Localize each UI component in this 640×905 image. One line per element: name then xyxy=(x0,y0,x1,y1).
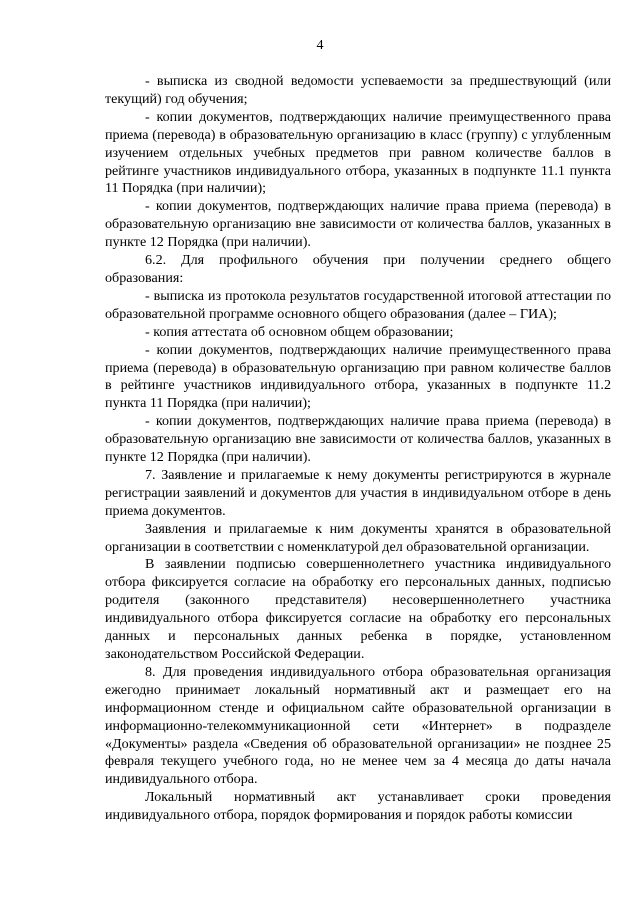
paragraph-personal-data-consent: В заявлении подписью совершеннолетнего участника индивидуального отбора фиксируется согласие на обработку его персональных данных, подписью родителя (законного представителя) несовершеннолетнего участника индивидуального отбора фиксируется согласие на обработку его персональных данных и персональных данных ребенка в порядке, установленном законодательством Российской Федерации. xyxy=(105,556,611,662)
paragraph-document-storage: Заявления и прилагаемые к ним документы хранятся в образовательной организации в соответствии с номенклатурой дел образовательной организации. xyxy=(105,520,611,555)
paragraph-preferential-right-copies-2: - копии документов, подтверждающих наличие преимущественного права приема (перевода) в образовательную организацию при равном количестве баллов в рейтинге участников индивидуального отбора, указанных в подпункте 11.2 пункта 11 Порядка (при наличии); xyxy=(105,341,611,412)
paragraph-gradebook-extract: - выписка из сводной ведомости успеваемости за предшествующий (или текущий) год обучения; xyxy=(105,73,611,107)
paragraph-admission-right-copies-2: - копии документов, подтверждающих наличие права приема (перевода) в образовательную организацию вне зависимости от количества баллов, указанных в пункте 12 Порядка (при наличии). xyxy=(105,413,611,466)
paragraph-section-8: 8. Для проведения индивидуального отбора образовательная организация ежегодно принимает локальный нормативный акт и размещает его на информационном стенде и официальном сайте образовательной организации в информационно-телекоммуникационной сети «Интернет» в подразделе «Документы» раздела «Сведения об образовательной организации» не позднее 25 февраля текущего учебного года, но не менее чем за 4 месяца до даты начала индивидуального отбора. xyxy=(105,663,611,788)
paragraph-gia-protocol-extract: - выписка из протокола результатов государственной итоговой аттестации по образовательной программе основного общего образования (далее – ГИА); xyxy=(105,287,611,322)
paragraph-section-6-2: 6.2. Для профильного обучения при получении среднего общего образования: xyxy=(105,252,611,286)
page-number: 4 xyxy=(316,38,324,53)
paragraph-certificate-copy: - копия аттестата об основном общем образовании; xyxy=(145,323,454,340)
paragraph-admission-right-copies: - копии документов, подтверждающих наличие права приема (перевода) в образовательную организацию вне зависимости от количества баллов, указанных в пункте 12 Порядка (при наличии). xyxy=(105,198,611,251)
paragraph-preferential-right-copies: - копии документов, подтверждающих наличие преимущественного права приема (перевода) в образовательную организацию в класс (группу) с углубленным изучением отдельных учебных предметов при равном количестве баллов в рейтинге участников индивидуального отбора, указанных в подпункте 11.1 пункта 11 Порядка (при наличии); xyxy=(105,108,611,197)
document-body xyxy=(105,73,611,825)
paragraph-section-7: 7. Заявление и прилагаемые к нему документы регистрируются в журнале регистрации заявлений и документов для участия в индивидуальном отборе в день приема документов. xyxy=(105,466,611,519)
paragraph-local-act: Локальный нормативный акт устанавливает сроки проведения индивидуального отбора, порядок формирования и порядок работы комиссии xyxy=(105,789,611,824)
